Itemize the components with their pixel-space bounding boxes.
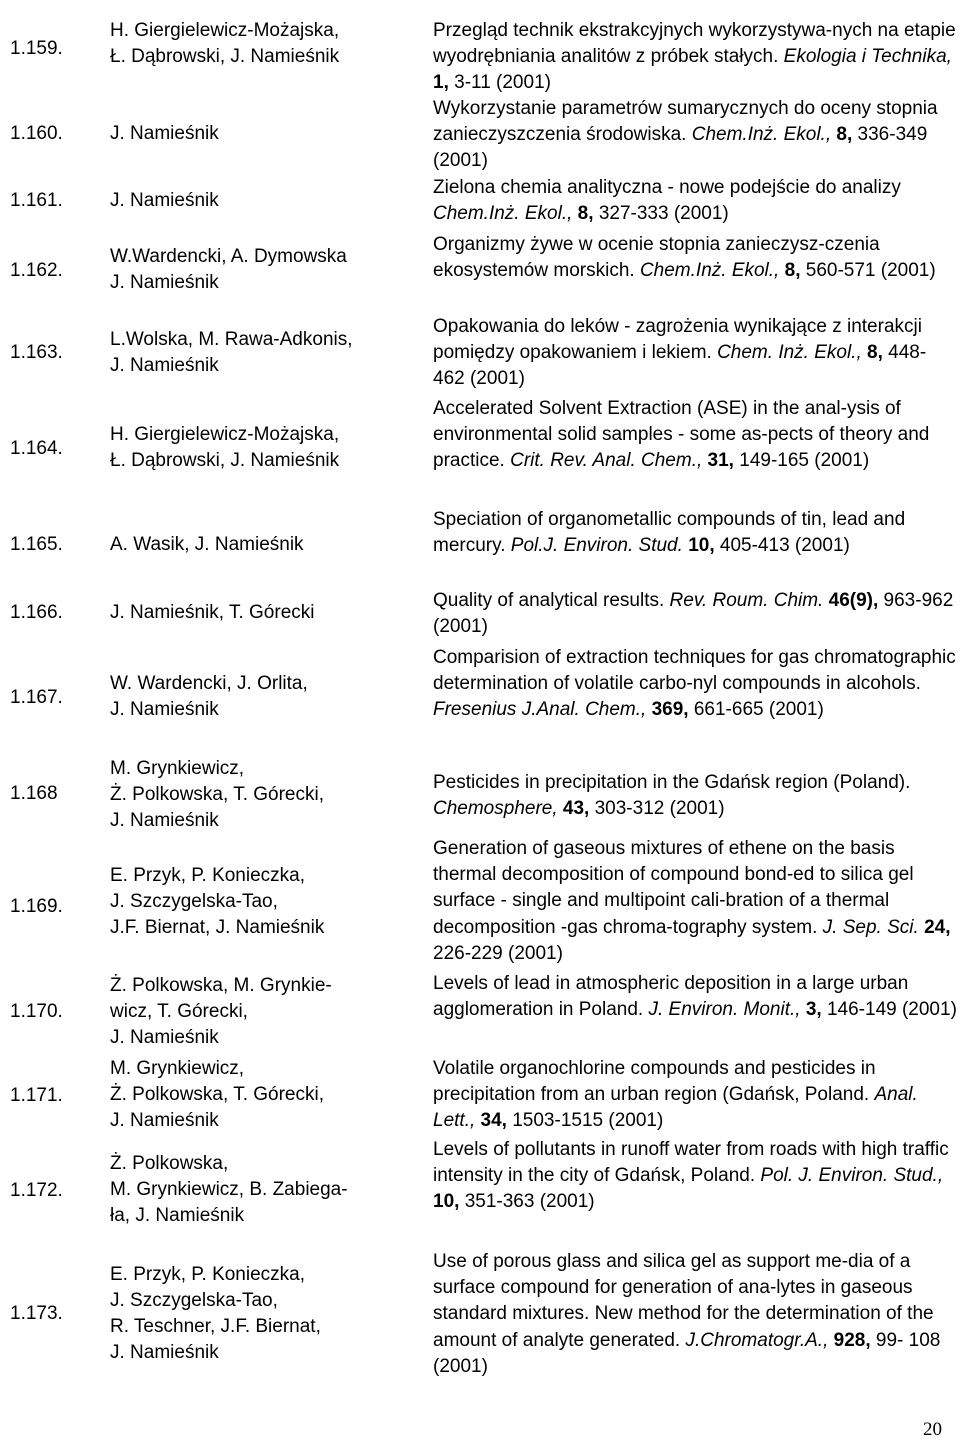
entry-title: Generation of gaseous mixtures of ethene on the basis thermal decomposition of compound bond-ed to silica gel surface - single and multipoint cali-bration of a thermal decomposition -gas chroma-tography system.	[433, 838, 914, 938]
author-line: J. Namieśnik	[110, 123, 219, 144]
entry-title: Opakowania do leków - zagrożenia wynikające z interakcji pomiędzy opakowaniem i lekiem.	[433, 316, 922, 364]
entry-pages: 336-349 (2001)	[433, 124, 928, 172]
entry-volume: 8,	[577, 203, 594, 225]
entry-number: 1.166.	[10, 602, 63, 623]
entry-title: Wykorzystanie parametrów sumarycznych do oceny stopnia zanieczyszczenia środowiska.	[433, 98, 938, 146]
entry-pages: 149-165 (2001)	[739, 450, 870, 472]
author-line: Ż. Polkowska, M. Grynkie-	[110, 975, 332, 996]
entry-pages: 351-363 (2001)	[464, 1191, 595, 1213]
entry-number: 1.160.	[10, 123, 63, 144]
author-line: J. Namieśnik	[110, 1027, 219, 1048]
author-line: J. Szczygelska-Tao,	[110, 891, 278, 912]
entry-pages: 661-665 (2001)	[693, 699, 824, 721]
entry-number: 1.171.	[10, 1085, 63, 1106]
entry-title: Use of porous glass and silica gel as support me-dia of a surface compound for generation of ana-lytes in gaseous standard mixtures. New method for the determination of the amount of analyte generated.	[433, 1251, 934, 1351]
author-line: Ł. Dąbrowski, J. Namieśnik	[110, 46, 340, 67]
entry-number: 1.170.	[10, 1001, 63, 1022]
entry-journal: Crit. Rev. Anal. Chem.,	[510, 450, 703, 472]
entry-citation	[433, 18, 957, 97]
author-line: wicz, T. Górecki,	[110, 1001, 248, 1022]
author-line: J. Namieśnik	[110, 190, 219, 211]
entry-journal: Chem.Inż. Ekol.,	[691, 124, 832, 146]
entry-volume: 928,	[833, 1329, 871, 1351]
entry-citation	[433, 1249, 957, 1380]
author-line: Ż. Polkowska, T. Górecki,	[110, 1084, 324, 1105]
author-line: E. Przyk, P. Konieczka,	[110, 865, 306, 886]
page-number: 20	[923, 1419, 942, 1440]
entry-volume: 8,	[784, 260, 801, 282]
author-line: J. Szczygelska-Tao,	[110, 1290, 278, 1311]
entry-authors	[110, 18, 420, 70]
author-line: J. Namieśnik	[110, 699, 219, 720]
entry-number: 1.172.	[10, 1180, 63, 1201]
author-line: J. Namieśnik	[110, 1110, 219, 1131]
entry-journal: Rev. Roum. Chim.	[669, 590, 824, 611]
author-line: W.Wardencki, A. Dymowska	[110, 246, 347, 267]
entry-pages: 327-333 (2001)	[598, 203, 729, 225]
entry-authors	[110, 1056, 420, 1134]
entry-citation	[433, 1137, 957, 1216]
entry-citation	[433, 770, 957, 822]
author-line: J.F. Biernat, J. Namieśnik	[110, 917, 325, 938]
entry-volume: 46(9),	[828, 590, 879, 611]
entry-title: Levels of lead in atmospheric deposition in a large urban agglomeration in Poland.	[433, 973, 909, 1021]
entry-number: 1.169.	[10, 896, 63, 917]
entry-number: 1.163.	[10, 342, 63, 363]
entry-title: Volatile organochlorine compounds and pesticides in precipitation from an urban region (Gdańsk, Poland.	[433, 1058, 876, 1106]
entry-citation	[433, 314, 957, 393]
entry-journal: Pol. J. Environ. Stud.,	[760, 1165, 944, 1187]
author-line: M. Grynkiewicz,	[110, 758, 245, 779]
entry-title: Przegląd technik ekstrakcyjnych wykorzystywa-nych na etapie wyodrębniania analitów z próbek stałych.	[433, 20, 956, 68]
entry-journal: Fresenius J.Anal. Chem.,	[433, 699, 647, 721]
entry-volume: 369,	[651, 699, 689, 721]
entry-pages: 1503-1515 (2001)	[512, 1110, 664, 1132]
entry-citation	[433, 645, 957, 724]
entry-pages: 405-413 (2001)	[719, 535, 850, 557]
entry-journal: J.Chromatogr.A.,	[685, 1329, 829, 1351]
author-line: J. Namieśnik	[110, 1342, 219, 1363]
entry-journal: Chem.Inż. Ekol.,	[639, 260, 780, 282]
author-line: Ż. Polkowska,	[110, 1153, 229, 1174]
entry-number: 1.165.	[10, 534, 63, 555]
entry-journal: Chemosphere,	[433, 798, 558, 820]
entry-authors	[110, 671, 420, 723]
entry-authors	[110, 532, 420, 558]
author-line: M. Grynkiewicz, B. Zabiega-	[110, 1179, 348, 1200]
entry-number: 1.173.	[10, 1303, 63, 1324]
entry-citation	[433, 232, 957, 284]
entry-number: 1.162.	[10, 260, 63, 281]
entry-journal: Chem.Inż. Ekol.,	[433, 203, 573, 225]
entry-journal: Anal. Lett.,	[433, 1084, 918, 1132]
author-line: L.Wolska, M. Rawa-Adkonis,	[110, 329, 353, 350]
author-line: J. Namieśnik	[110, 810, 219, 831]
entry-pages: 146-149 (2001)	[826, 999, 957, 1021]
entry-citation	[433, 396, 957, 475]
entry-number: 1.159.	[10, 38, 63, 59]
entry-volume: 43,	[562, 798, 590, 820]
entry-title: Speciation of organometallic compounds of tin, lead and mercury.	[433, 509, 906, 557]
entry-volume: 31,	[707, 450, 734, 472]
entry-title: Levels of pollutants in runoff water from roads with high traffic intensity in the city of Gdańsk, Poland.	[433, 1139, 949, 1187]
entry-citation	[433, 971, 957, 1023]
entry-volume: 24,	[924, 916, 951, 938]
entry-journal: Ekologia i Technika,	[783, 46, 952, 68]
author-line: J. Namieśnik	[110, 355, 219, 376]
entry-title: Organizmy żywe w ocenie stopnia zanieczysz-czenia ekosystemów morskich.	[433, 234, 880, 282]
entry-number: 1.167.	[10, 687, 63, 708]
entry-journal: J. Sep. Sci.	[822, 916, 919, 938]
entry-pages: 448-462 (2001)	[433, 342, 927, 390]
entry-title: Zielona chemia analityczna - nowe podejście do analizy	[433, 177, 901, 198]
entry-citation	[433, 836, 957, 967]
entry-pages: 963-962 (2001)	[433, 590, 954, 638]
author-line: H. Giergielewicz-Możajska,	[110, 20, 340, 41]
entry-title: Pesticides in precipitation in the Gdańsk region (Poland).	[433, 772, 911, 793]
entry-authors	[110, 863, 420, 941]
entry-number: 1.168	[10, 783, 58, 804]
author-line: H. Giergielewicz-Możajska,	[110, 424, 340, 445]
entry-pages: 560-571 (2001)	[805, 260, 936, 282]
author-line: W. Wardencki, J. Orlita,	[110, 673, 308, 694]
entry-volume: 3,	[805, 999, 822, 1021]
entry-pages: 303-312 (2001)	[594, 798, 725, 820]
entry-pages: 226-229 (2001)	[433, 942, 563, 964]
entry-citation	[433, 507, 957, 559]
entry-number: 1.161.	[10, 190, 63, 211]
entry-journal: Chem. Inż. Ekol.,	[717, 342, 862, 364]
author-line: ła, J. Namieśnik	[110, 1205, 245, 1226]
author-line: M. Grynkiewicz,	[110, 1058, 245, 1079]
entry-journal: J. Environ. Monit.,	[648, 999, 801, 1021]
author-line: J. Namieśnik	[110, 272, 219, 293]
entry-authors	[110, 327, 420, 379]
entry-citation	[433, 1056, 957, 1135]
entry-citation	[433, 588, 957, 640]
entry-authors	[110, 422, 420, 474]
author-line: J. Namieśnik, T. Górecki	[110, 602, 315, 623]
author-line: R. Teschner, J.F. Biernat,	[110, 1316, 321, 1337]
entry-volume: 10,	[433, 1191, 460, 1213]
entry-volume: 34,	[480, 1110, 507, 1132]
entry-authors	[110, 188, 420, 214]
entry-number: 1.164.	[10, 438, 63, 459]
entry-citation	[433, 96, 957, 175]
entry-authors	[110, 600, 420, 626]
entry-title: Comparision of extraction techniques for gas chromatographic determination of volatile carbo-nyl compounds in alcohols.	[433, 647, 956, 695]
entry-pages: 99- 108 (2001)	[433, 1329, 941, 1377]
author-line: A. Wasik, J. Namieśnik	[110, 534, 304, 555]
entry-journal: Pol.J. Environ. Stud.	[510, 535, 683, 557]
author-line: Ż. Polkowska, T. Górecki,	[110, 784, 324, 805]
entry-authors	[110, 244, 420, 296]
entry-volume: 1,	[433, 72, 449, 94]
entry-title: Quality of analytical results.	[433, 590, 665, 611]
entry-volume: 10,	[688, 535, 715, 557]
entry-authors	[110, 973, 420, 1051]
entry-volume: 8,	[836, 124, 853, 146]
author-line: E. Przyk, P. Konieczka,	[110, 1264, 306, 1285]
entry-authors	[110, 1262, 420, 1366]
entry-title: Accelerated Solvent Extraction (ASE) in the anal-ysis of environmental solid samples - some as-pects of theory and practice.	[433, 398, 930, 472]
entry-citation	[433, 175, 957, 227]
author-line: Ł. Dąbrowski, J. Namieśnik	[110, 450, 340, 471]
entry-authors	[110, 756, 420, 834]
entry-volume: 8,	[867, 342, 883, 364]
entry-authors	[110, 1151, 420, 1229]
entry-authors	[110, 121, 420, 147]
entry-pages: 3-11 (2001)	[454, 72, 551, 94]
